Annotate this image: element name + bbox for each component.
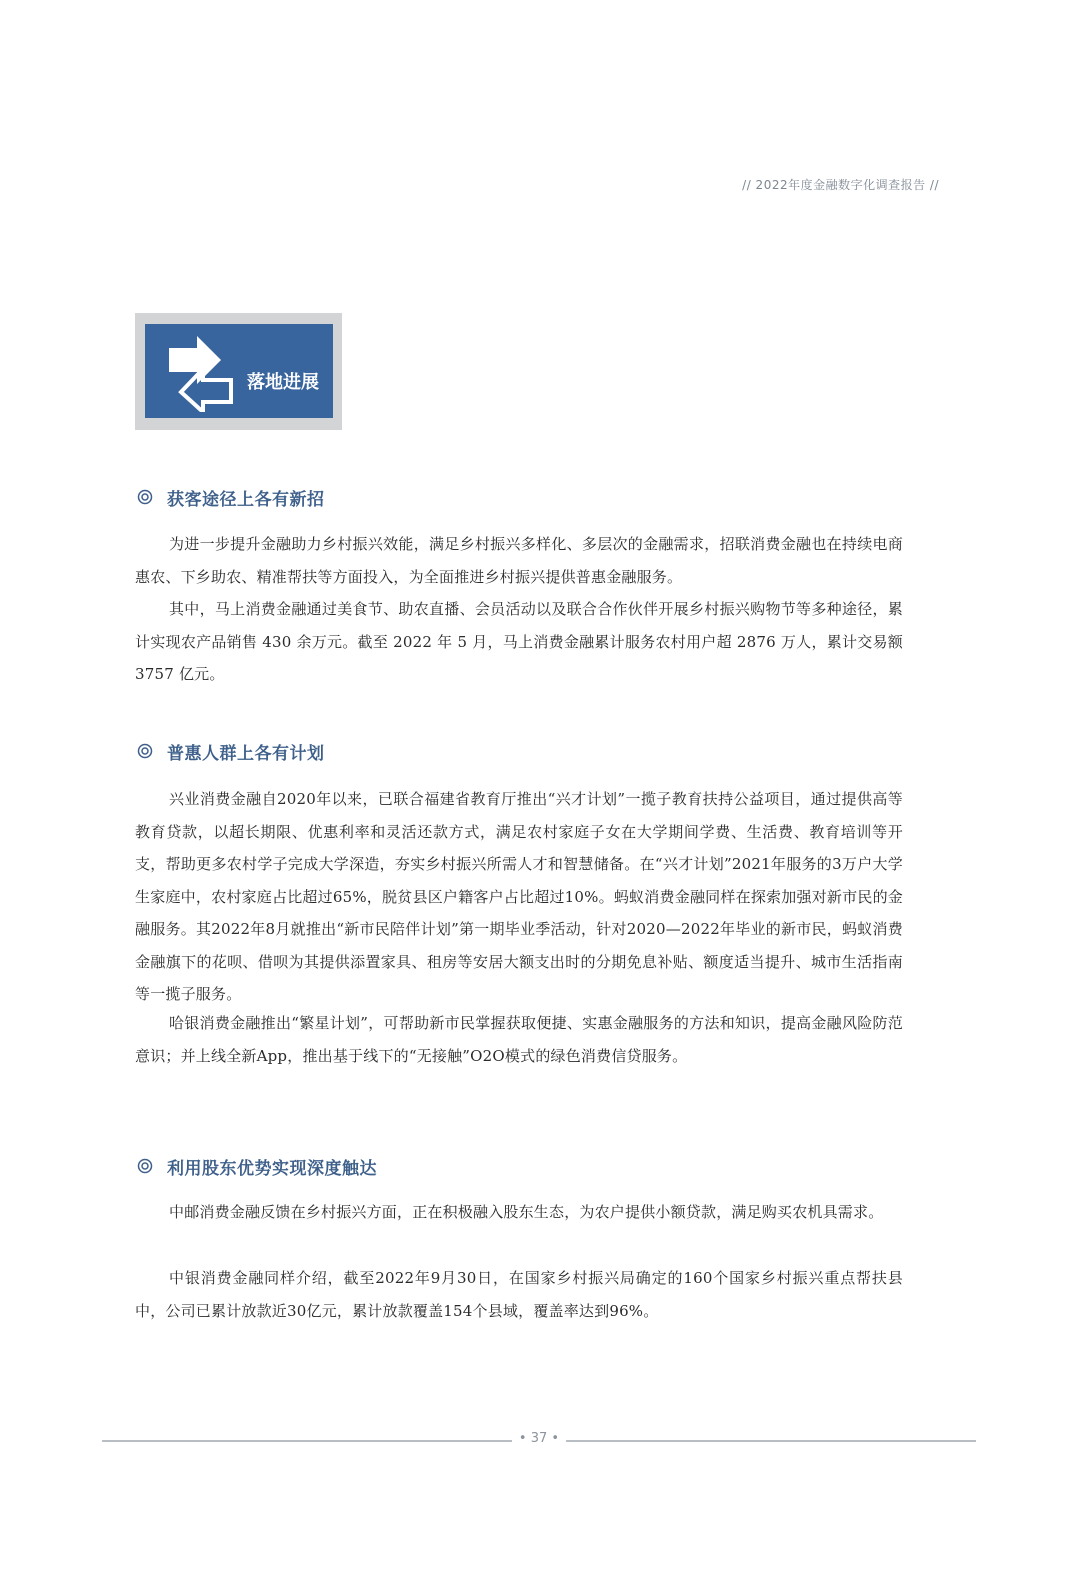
- badge-panel: [145, 324, 333, 418]
- double-circle-bullet-icon: [137, 1158, 153, 1174]
- body-paragraph: 为进一步提升金融助力乡村振兴效能，满足乡村振兴多样化、多层次的金融需求，招联消费金融也在持续电商惠农、下乡助农、精准帮扶等方面投入，为全面推进乡村振兴提供普惠金融服务。: [135, 535, 903, 586]
- body-paragraph: 中银消费金融同样介绍，截至2022年9月30日，在国家乡村振兴局确定的160个国家乡村振兴重点帮扶县中，公司已累计放款近30亿元，累计放款覆盖154个县域，覆盖率达到96%。: [135, 1269, 903, 1320]
- exchange-arrows-icon: [165, 334, 239, 412]
- body-paragraph: 哈银消费金融推出“繁星计划”，可帮助新市民掌握获取便捷、实惠金融服务的方法和知识，提高金融风险防范意识；并上线全新App，推出基于线下的“无接触”O2O模式的绿色消费信贷服务。: [135, 1014, 903, 1065]
- section-heading-3: [137, 1153, 377, 1179]
- section-heading-1: [137, 484, 325, 510]
- footer-divider-right: [566, 1440, 976, 1442]
- page-number: • 37 •: [518, 1431, 560, 1446]
- section-heading-2: [137, 738, 325, 764]
- section-title: 获客途径上各有新招: [167, 489, 325, 510]
- section-title: 普惠人群上各有计划: [167, 743, 325, 764]
- footer-divider-left: [102, 1440, 512, 1442]
- body-paragraph: 其中，马上消费金融通过美食节、助农直播、会员活动以及联合合作伙伴开展乡村振兴购物节等多种途径，累计实现农产品销售 430 余万元。截至 2022 年 5 月，马上消费金融累计服务农村用户超 2876 万人，累计交易额 3757 亿元。: [135, 600, 903, 683]
- body-paragraph: 中邮消费金融反馈在乡村振兴方面，正在积极融入股东生态，为农户提供小额贷款，满足购买农机具需求。: [169, 1203, 884, 1221]
- body-paragraph: 兴业消费金融自2020年以来，已联合福建省教育厅推出“兴才计划”一揽子教育扶持公益项目，通过提供高等教育贷款，以超长期限、优惠利率和灵活还款方式，满足农村家庭子女在大学期间学费、生活费、教育培训等开支，帮助更多农村学子完成大学深造，夯实乡村振兴所需人才和智慧储备。在“兴才计划”2021年服务的3万户大学生家庭中，农村家庭占比超过65%，脱贫县区户籍客户占比超过10%。蚂蚁消费金融同样在探索加强对新市民的金融服务。其2022年8月就推出“新市民陪伴计划”第一期毕业季活动，针对2020—2022年毕业的新市民，蚂蚁消费金融旗下的花呗、借呗为其提供添置家具、租房等安居大额支出时的分期免息补贴、额度适当提升、城市生活指南等一揽子服务。: [135, 790, 903, 1003]
- double-circle-bullet-icon: [137, 489, 153, 505]
- double-circle-bullet-icon: [137, 743, 153, 759]
- badge-label: 落地进展: [247, 372, 319, 393]
- section-title: 利用股东优势实现深度触达: [167, 1158, 377, 1179]
- running-header: // 2022年度金融数字化调查报告 //: [742, 178, 939, 192]
- section-badge: [135, 313, 342, 430]
